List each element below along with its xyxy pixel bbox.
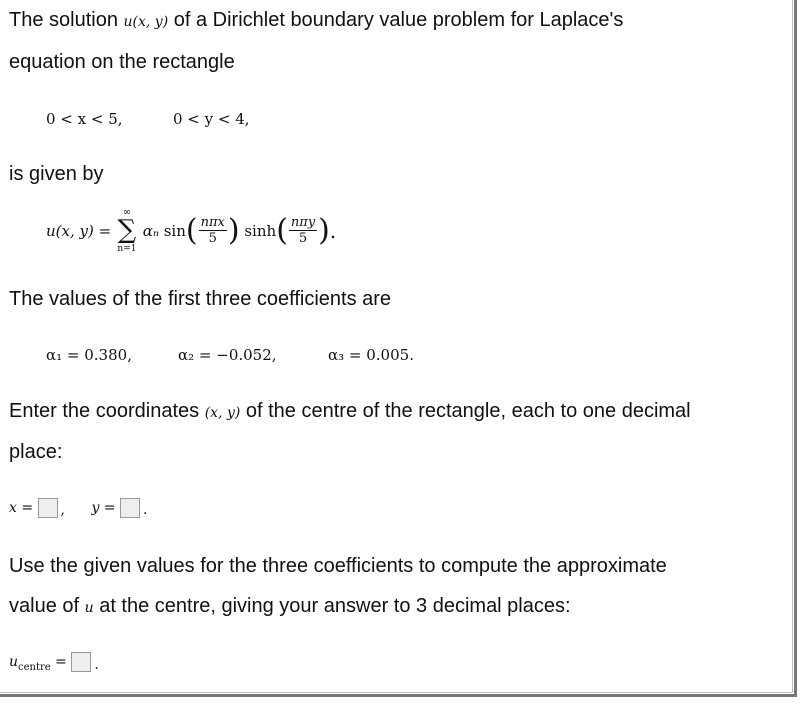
series-formula: u(x, y) = ∞ ∑ n=1 αₙ sin( $\frac{\text{nπx}}{5}$ ) sinh( $\frac{\text{nπy}}{5}$ ). — [46, 207, 337, 254]
domain-x-range: 0 < x < 5, — [46, 110, 123, 128]
intro-line-2: equation on the rectangle — [9, 51, 235, 73]
x-label: x = — [9, 500, 34, 516]
coefficient-a3: α₃ = 0.005. — [328, 346, 414, 364]
intro-line-1 — [9, 0, 623, 43]
coeff-intro-text: The values of the first three coefficients are — [9, 288, 392, 310]
question2-line-2: value of u at the centre, giving your answer to 3 decimal places: — [9, 595, 571, 617]
fraction-npix-5: $\frac{\text{nπx}}{5}$ — [200, 215, 225, 246]
coefficient-a1: α₁ = 0.380, — [46, 346, 132, 364]
coefficient-a2: α₂ = −0.052, — [178, 346, 277, 364]
x-answer-input[interactable] — [38, 498, 58, 518]
intro-text-after: of a Dirichlet boundary value problem for Laplace's — [168, 9, 624, 31]
sinh-function: sinh — [244, 222, 277, 240]
answer-row-xy: x = , y = . — [9, 500, 148, 518]
intro-text: The solution — [9, 9, 124, 31]
y-answer-input[interactable] — [120, 498, 140, 518]
question2-line-1: Use the given values for the three coefficients to compute the approximate — [9, 555, 667, 577]
series-lhs: u(x, y) = — [46, 222, 112, 240]
fraction-npiy-5: $\frac{\text{nπy}}{5}$ — [290, 215, 316, 246]
u-centre-answer-input[interactable] — [71, 652, 91, 672]
y-label: y = — [91, 500, 116, 516]
question1-line-2: place: — [9, 441, 63, 463]
sum-lower-limit: n=1 — [117, 244, 137, 254]
math-u: u — [84, 600, 94, 616]
math-u-xy: u(x, y) — [123, 14, 169, 30]
answer-row-u: $u_{centre}$ = . — [9, 654, 99, 673]
question1-line-1: Enter the coordinates (x, y) of the centre of the rectangle, each to one decimal — [9, 400, 691, 422]
summation-symbol — [116, 207, 138, 255]
sum-upper-limit: ∞ — [122, 207, 132, 218]
math-xy: (x, y) — [204, 405, 241, 421]
domain-y-range: 0 < y < 4, — [173, 110, 250, 128]
u-centre-label: u — [9, 654, 19, 670]
given-by-text: is given by — [9, 163, 104, 185]
sin-function: sin — [163, 222, 186, 240]
sum-sign: ∑ — [117, 215, 137, 245]
series-coefficient: αₙ — [142, 222, 159, 240]
